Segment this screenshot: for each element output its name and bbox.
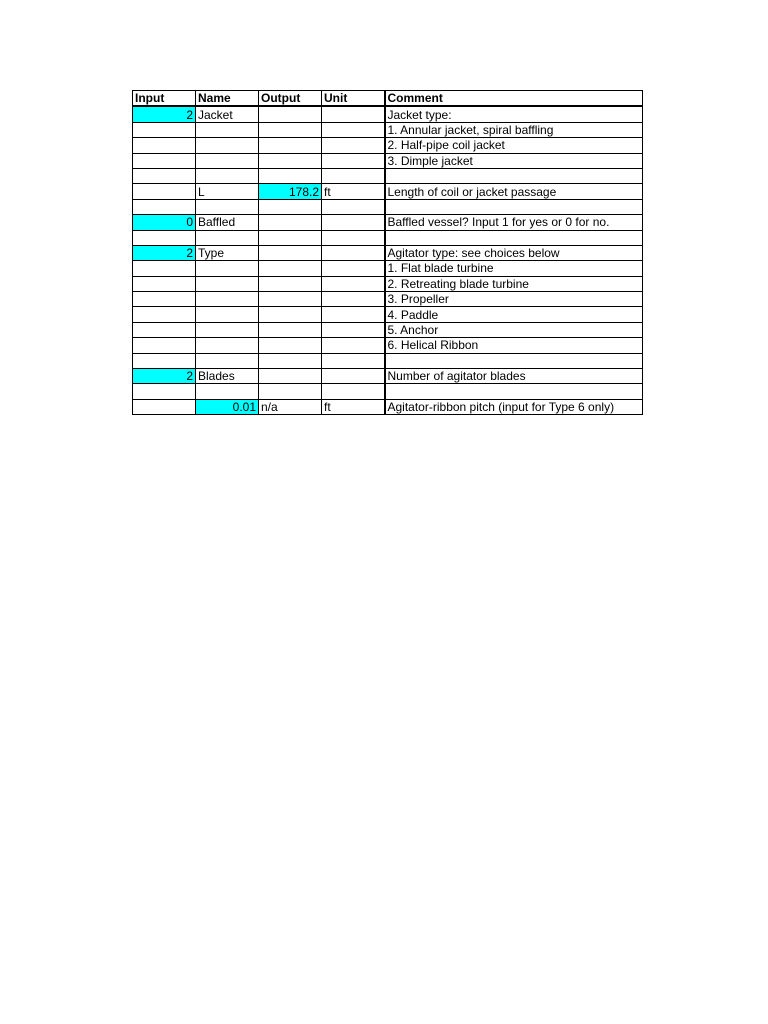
input-cell-type[interactable]: 2 xyxy=(133,245,196,260)
unit-cell: ft xyxy=(322,399,385,414)
output-cell: n/a xyxy=(259,399,322,414)
name-cell xyxy=(196,292,259,307)
table-row xyxy=(133,122,643,137)
table-row xyxy=(133,168,643,183)
name-cell xyxy=(196,168,259,183)
output-cell xyxy=(259,230,322,245)
comment-cell: 5. Anchor xyxy=(385,322,643,337)
comment-cell: 2. Half-pipe coil jacket xyxy=(385,138,643,153)
table-row xyxy=(133,106,643,122)
input-cell xyxy=(133,276,196,291)
name-cell xyxy=(196,230,259,245)
input-cell xyxy=(133,384,196,399)
name-cell xyxy=(196,338,259,353)
input-cell-baffled[interactable]: 0 xyxy=(133,215,196,230)
output-cell xyxy=(259,122,322,137)
input-cell xyxy=(133,292,196,307)
comment-cell: 4. Paddle xyxy=(385,307,643,322)
comment-cell: 3. Propeller xyxy=(385,292,643,307)
name-cell: Baffled xyxy=(196,215,259,230)
comment-cell: 3. Dimple jacket xyxy=(385,153,643,168)
table-row xyxy=(133,292,643,307)
comment-cell: Agitator-ribbon pitch (input for Type 6 only) xyxy=(385,399,643,414)
header-output: Output xyxy=(259,91,322,107)
name-cell xyxy=(196,138,259,153)
input-cell xyxy=(133,353,196,368)
comment-cell: 1. Annular jacket, spiral baffling xyxy=(385,122,643,137)
table-row xyxy=(133,353,643,368)
comment-cell xyxy=(385,168,643,183)
unit-cell xyxy=(322,292,385,307)
header-input: Input xyxy=(133,91,196,107)
comment-cell xyxy=(385,353,643,368)
name-cell xyxy=(196,384,259,399)
output-cell xyxy=(259,307,322,322)
output-cell xyxy=(259,322,322,337)
output-cell xyxy=(259,292,322,307)
comment-cell: Length of coil or jacket passage xyxy=(385,184,643,199)
unit-cell xyxy=(322,168,385,183)
table-row xyxy=(133,276,643,291)
comment-cell: Baffled vessel? Input 1 for yes or 0 for no. xyxy=(385,215,643,230)
output-cell xyxy=(259,215,322,230)
unit-cell xyxy=(322,261,385,276)
input-cell xyxy=(133,138,196,153)
name-cell xyxy=(196,276,259,291)
name-cell xyxy=(196,122,259,137)
input-cell xyxy=(133,261,196,276)
unit-cell xyxy=(322,322,385,337)
input-cell xyxy=(133,230,196,245)
output-cell-length: 178.2 xyxy=(259,184,322,199)
unit-cell xyxy=(322,153,385,168)
output-cell xyxy=(259,261,322,276)
name-cell: L xyxy=(196,184,259,199)
header-comment: Comment xyxy=(385,91,643,107)
unit-cell xyxy=(322,230,385,245)
comment-cell: 2. Retreating blade turbine xyxy=(385,276,643,291)
unit-cell xyxy=(322,276,385,291)
comment-cell: 6. Helical Ribbon xyxy=(385,338,643,353)
output-cell xyxy=(259,353,322,368)
input-cell xyxy=(133,338,196,353)
input-cell-blades[interactable]: 2 xyxy=(133,369,196,384)
output-cell xyxy=(259,369,322,384)
comment-cell xyxy=(385,199,643,214)
comment-cell: Jacket type: xyxy=(385,106,643,122)
table-row xyxy=(133,307,643,322)
unit-cell xyxy=(322,122,385,137)
unit-cell xyxy=(322,245,385,260)
output-cell xyxy=(259,168,322,183)
header-name: Name xyxy=(196,91,259,107)
output-cell xyxy=(259,245,322,260)
table-row xyxy=(133,184,643,199)
header-unit: Unit xyxy=(322,91,385,107)
input-cell xyxy=(133,153,196,168)
table-row xyxy=(133,322,643,337)
input-cell xyxy=(133,399,196,414)
input-cell-jacket[interactable]: 2 xyxy=(133,106,196,122)
unit-cell xyxy=(322,215,385,230)
output-cell xyxy=(259,199,322,214)
table-row xyxy=(133,245,643,260)
table-row xyxy=(133,138,643,153)
table-row xyxy=(133,261,643,276)
output-cell xyxy=(259,338,322,353)
output-cell xyxy=(259,138,322,153)
input-cell xyxy=(133,199,196,214)
unit-cell xyxy=(322,138,385,153)
comment-cell: Number of agitator blades xyxy=(385,369,643,384)
name-cell xyxy=(196,153,259,168)
name-cell xyxy=(196,322,259,337)
output-cell xyxy=(259,276,322,291)
unit-cell xyxy=(322,384,385,399)
input-cell xyxy=(133,184,196,199)
name-cell xyxy=(196,261,259,276)
table-row xyxy=(133,399,643,414)
table-row xyxy=(133,338,643,353)
comment-cell: 1. Flat blade turbine xyxy=(385,261,643,276)
output-cell xyxy=(259,106,322,122)
unit-cell xyxy=(322,199,385,214)
comment-cell xyxy=(385,230,643,245)
name-cell: Blades xyxy=(196,369,259,384)
unit-cell xyxy=(322,106,385,122)
input-cell xyxy=(133,168,196,183)
table-row xyxy=(133,369,643,384)
unit-cell xyxy=(322,307,385,322)
name-cell xyxy=(196,307,259,322)
header-row xyxy=(133,91,643,107)
input-cell-pitch[interactable]: 0.01 xyxy=(196,399,259,414)
table-row xyxy=(133,384,643,399)
name-cell: Jacket xyxy=(196,106,259,122)
comment-cell xyxy=(385,384,643,399)
comment-cell: Agitator type: see choices below xyxy=(385,245,643,260)
name-cell xyxy=(196,199,259,214)
input-cell xyxy=(133,322,196,337)
unit-cell xyxy=(322,369,385,384)
unit-cell: ft xyxy=(322,184,385,199)
name-cell xyxy=(196,353,259,368)
table-row xyxy=(133,215,643,230)
unit-cell xyxy=(322,353,385,368)
table-row xyxy=(133,230,643,245)
output-cell xyxy=(259,153,322,168)
spreadsheet-table xyxy=(132,90,643,415)
output-cell xyxy=(259,384,322,399)
unit-cell xyxy=(322,338,385,353)
input-cell xyxy=(133,307,196,322)
table-row xyxy=(133,153,643,168)
input-cell xyxy=(133,122,196,137)
table-row xyxy=(133,199,643,214)
name-cell: Type xyxy=(196,245,259,260)
